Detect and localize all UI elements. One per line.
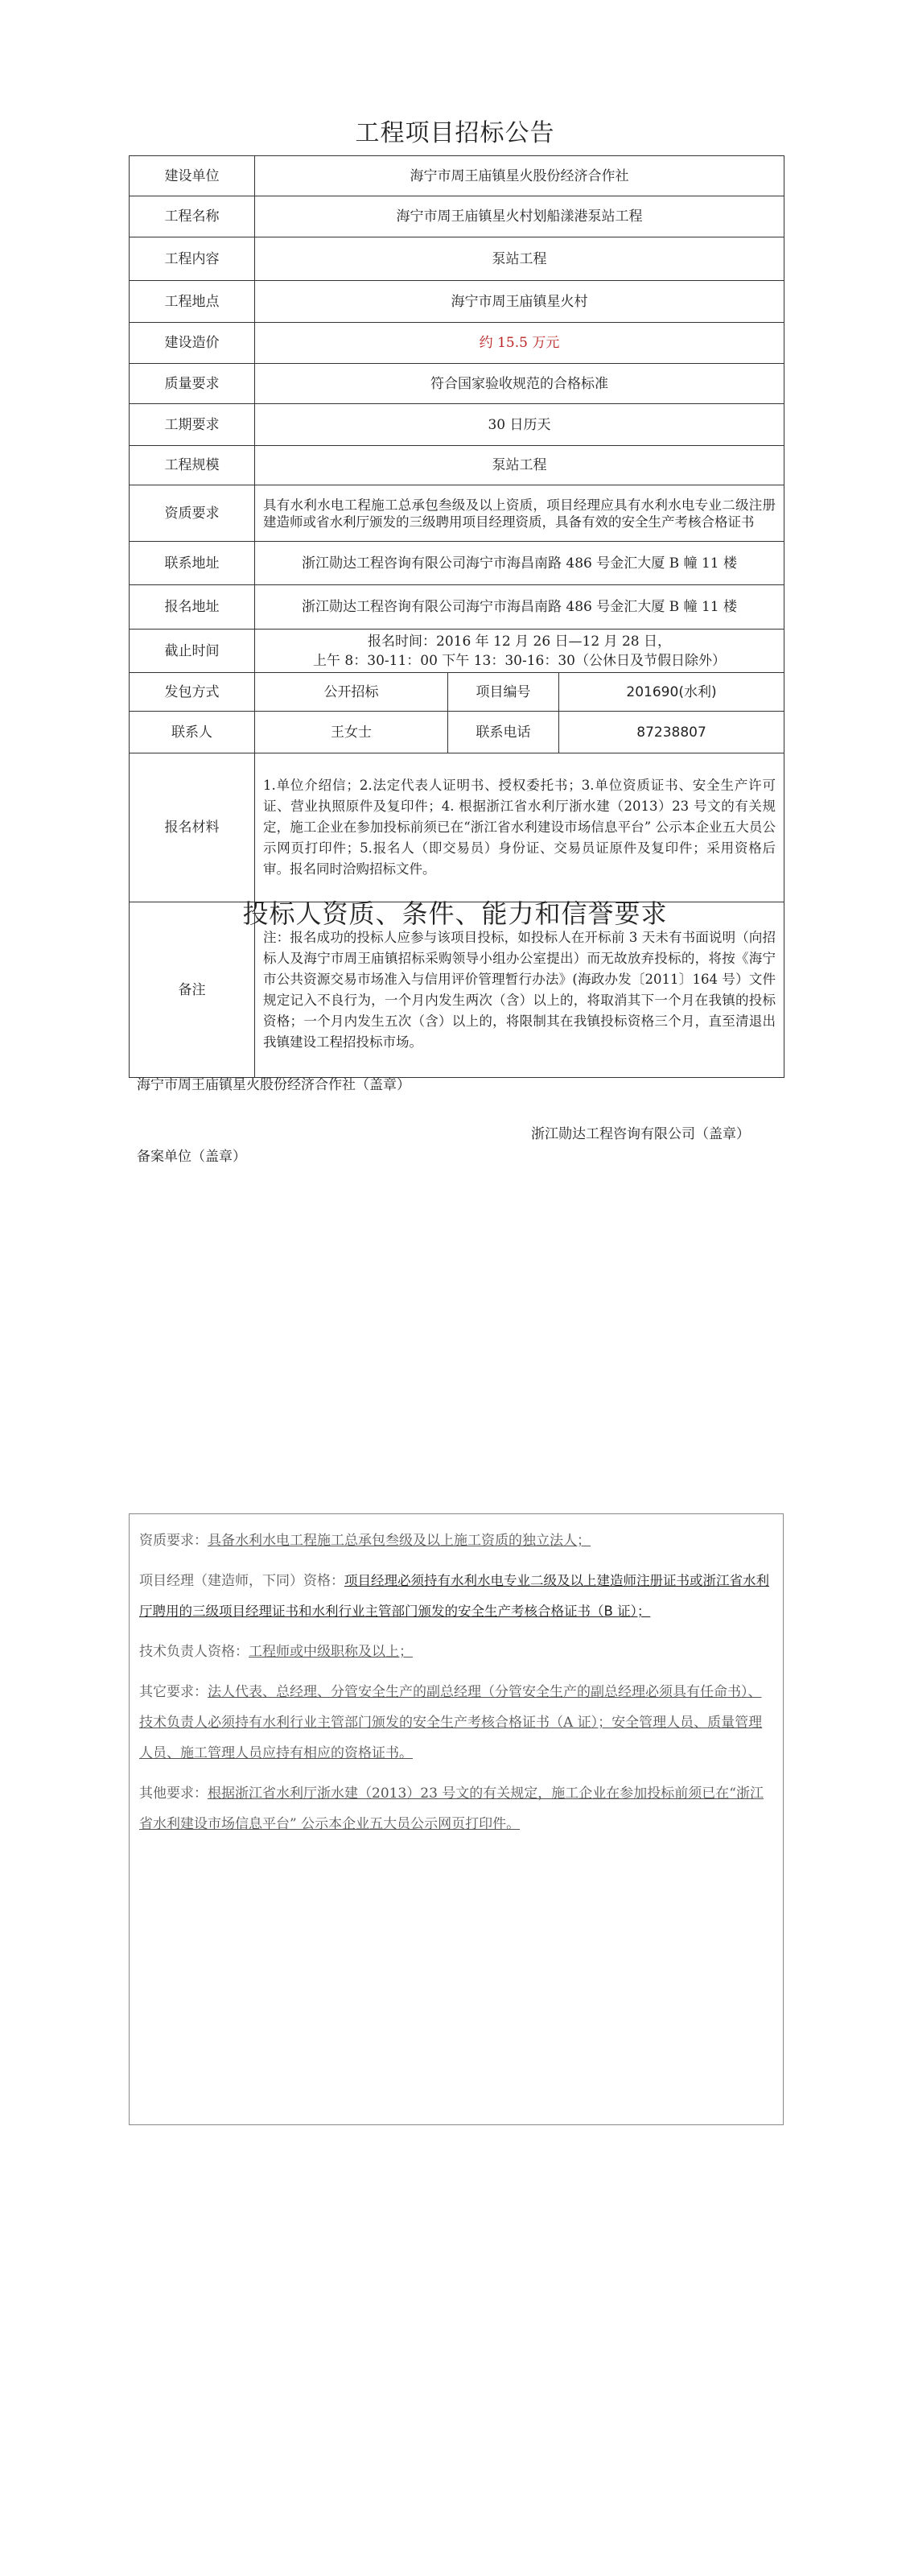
table-row [130,712,784,753]
row-value: 1.单位介绍信；2.法定代表人证明书、授权委托书；3.单位资质证书、安全生产许可证、营业执照原件及复印件；4. 根据浙江省水利厅浙水建（2013）23 号文的有关规定，施工企业在参加投标前须已在“浙江省水利建设市场信息平台” 公示本企业五大员公示网页打印件；5.报名人（即交易员）身份证、交易员证原件及复印件；采用资格后审。报名同时洽购招标文件。 [255,753,784,902]
row-label: 工程地点 [130,281,255,323]
requirement-other [139,1677,773,1769]
row-label: 截止时间 [130,630,255,673]
deadline-line-2: 上午 8：30-11：00 下午 13：30-16：30（公休日及节假日除外） [313,652,726,669]
row-value: 海宁市周王庙镇星火股份经济合作社 [255,156,784,196]
requirement-label: 其他要求： [139,1785,208,1802]
table-row [130,673,784,712]
table-row [130,364,784,404]
requirements-box [129,1513,784,2125]
stamp-filing: 备案单位（盖章） [137,1149,246,1165]
row-value: 注：报名成功的投标人应参与该项目投标，如投标人在开标前 3 天未有书面说明（向招标人及海宁市周王庙镇招标采购领导小组办公室提出）而无故放弃投标的，将按《海宁市公共资源交易市场准入与信用评价管理暂行办法》(海政办发〔2011〕164 号）文件规定记入不良行为，一个月内发生两次（含）以上的，将取消其下一个月在我镇的投标资格；一个月内发生五次（含）以上的，将限制其在我镇投标资格三个月，直至清退出我镇建设工程招投标市场。 [255,902,784,1078]
table-row [130,446,784,485]
row-label: 质量要求 [130,364,255,404]
row-label: 工程内容 [130,237,255,281]
row-label: 发包方式 [130,673,255,712]
row-label: 联系电话 [448,712,559,753]
row-value: 泵站工程 [255,237,784,281]
row-value: 公开招标 [255,673,448,712]
row-value: 海宁市周王庙镇星火村 [255,281,784,323]
row-value: 浙江勋达工程咨询有限公司海宁市海昌南路 486 号金汇大厦 B 幢 11 楼 [255,585,784,630]
row-label: 联系地址 [130,542,255,585]
table-row [130,281,784,323]
table-row [130,237,784,281]
row-value: 30 日历天 [255,404,784,446]
row-label: 联系人 [130,712,255,753]
table-row [130,196,784,237]
requirement-label: 资质要求： [139,1533,208,1549]
row-label: 资质要求 [130,485,255,542]
requirement-additional [139,1778,773,1839]
requirement-label: 技术负责人资格： [139,1644,249,1660]
project-number: 201690(水利) [559,673,784,712]
requirement-label: 其它要求： [139,1684,208,1700]
deadline-line-1: 报名时间：2016 年 12 月 26 日—12 月 28 日， [368,633,672,650]
requirement-text: 法人代表、总经理、分管安全生产的副总经理（分管安全生产的副总经理必须具有任命书）、技术负责人必须持有水利行业主管部门颁发的安全生产考核合格证书（A 证）；安全管理人员、质量管理人员、施工管理人员应持有相应的资格证书。 [139,1684,763,1761]
requirement-text: 项目经理必须持有水利水电专业二级及以上建造师注册证书或浙江省水利厅聘用的三级项目经理证书和水利行业主管部门颁发的安全生产考核合格证书（B 证）； [139,1573,769,1619]
row-value: 海宁市周王庙镇星火村划船漾港泵站工程 [255,196,784,237]
row-label: 工程名称 [130,196,255,237]
table-row [130,630,784,673]
stamp-agent: 浙江勋达工程咨询有限公司（盖章） [531,1126,750,1142]
requirement-text: 具备水利水电工程施工总承包叁级及以上施工资质的独立法人； [208,1533,591,1549]
table-row [130,485,784,542]
row-label: 建设单位 [130,156,255,196]
row-label: 报名材料 [130,753,255,902]
row-label: 工程规模 [130,446,255,485]
requirement-qualification [139,1525,773,1556]
table-row [130,156,784,196]
table-row [130,542,784,585]
requirement-text: 根据浙江省水利厅浙水建（2013）23 号文的有关规定，施工企业在参加投标前须已在“浙江省水利建设市场信息平台” 公示本企业五大员公示网页打印件。 [139,1785,764,1832]
row-value: 符合国家验收规范的合格标准 [255,364,784,404]
table-row [130,323,784,364]
row-value: 具有水利水电工程施工总承包叁级及以上资质，项目经理应具有水利水电专业二级注册建造师或省水利厅颁发的三级聘用项目经理资质，具备有效的安全生产考核合格证书 [255,485,784,542]
notice-title: 工程项目招标公告 [355,119,555,147]
requirement-manager [139,1566,773,1627]
requirement-technical [139,1637,773,1667]
table-row [130,585,784,630]
row-value: 泵站工程 [255,446,784,485]
budget-value: 约 15.5 万元 [255,323,784,364]
tender-notice-table [129,155,784,1078]
row-value: 浙江勋达工程咨询有限公司海宁市海昌南路 486 号金汇大厦 B 幢 11 楼 [255,542,784,585]
stamp-client: 海宁市周王庙镇星火股份经济合作社（盖章） [137,1077,410,1093]
contact-phone: 87238807 [559,712,784,753]
requirement-text: 工程师或中级职称及以上； [249,1644,413,1660]
requirement-label: 项目经理（建造师，下同）资格： [139,1573,344,1589]
row-label: 项目编号 [448,673,559,712]
requirements-title: 投标人资质、条件、能力和信誉要求 [242,898,668,929]
table-row [130,404,784,446]
row-value: 王女士 [255,712,448,753]
row-label: 工期要求 [130,404,255,446]
table-row [130,753,784,902]
deadline-value [255,630,784,673]
row-label: 报名地址 [130,585,255,630]
row-label: 建设造价 [130,323,255,364]
row-label: 备注 [130,902,255,1078]
